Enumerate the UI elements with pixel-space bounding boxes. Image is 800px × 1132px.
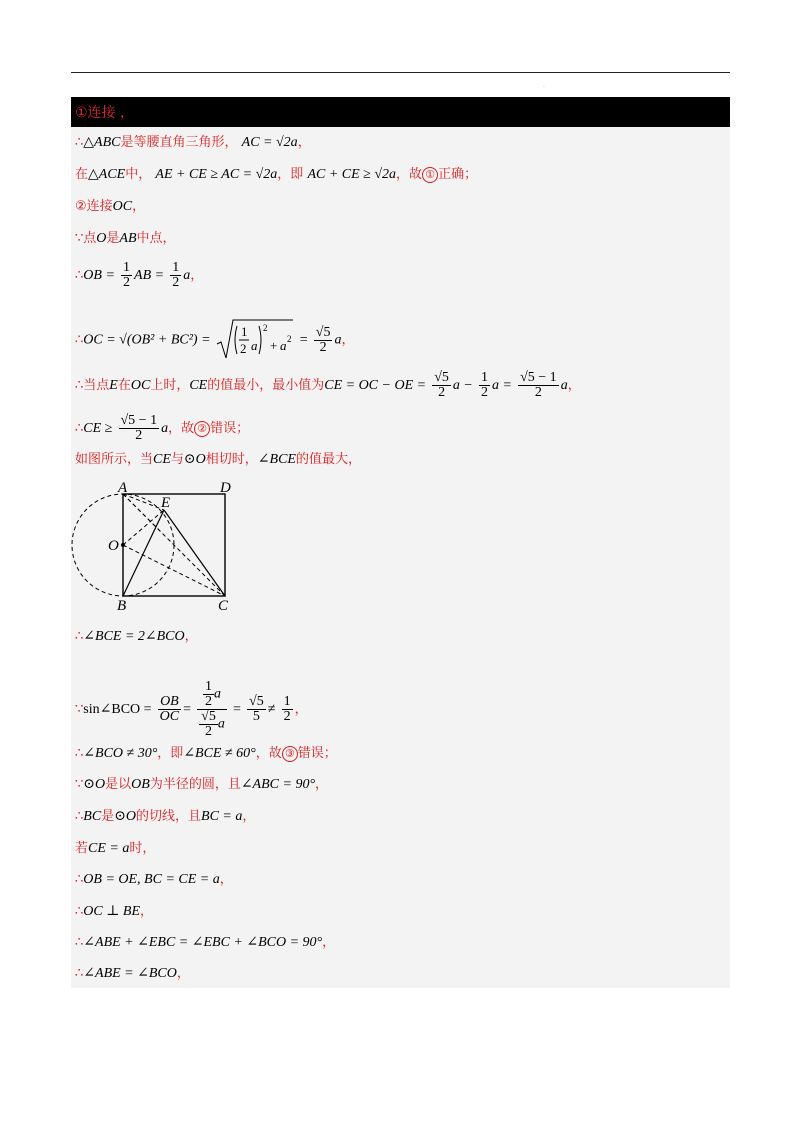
line-8: ∴CE ≥ $\frac{√5 - 1}{2}$ a，故 ② 错误； xyxy=(75,413,250,443)
line-18: ∴∠ABE + ∠EBC = ∠EBC + ∠BCO = 90°， xyxy=(75,935,336,950)
bar-text: ①连接 ， xyxy=(75,105,135,121)
line-16: ∴OB = OE, BC = CE = a， xyxy=(75,872,233,887)
line-17: ∴OC ⊥ BE， xyxy=(75,904,154,919)
solution-header-bar xyxy=(71,97,730,127)
svg-text:D: D xyxy=(220,482,231,496)
line-11: ∵sin∠BCO = $\frac{OB}{OC}$ = $\frac{1}{2}$ a $\frac{√5}{2}$ a = $\frac{√5}{5}$ ≠ $\frac{1}{2}$ ， xyxy=(75,679,308,739)
svg-text:E: E xyxy=(161,495,171,511)
line-4: ∵点O是AB中点， xyxy=(75,231,176,246)
line-3: ②连接OC， xyxy=(75,199,146,214)
header-rule xyxy=(71,72,730,73)
svg-text:a: a xyxy=(250,338,258,353)
line-9: 如图所示，当CE与⊙O相切时，∠BCE的值最大， xyxy=(75,452,361,467)
line-10: ∴∠BCE = 2∠BCO， xyxy=(75,629,198,644)
line-1: ∴△ABC是等腰直角三角形， AC = √2a， xyxy=(75,135,311,150)
svg-text:a: a xyxy=(279,338,287,353)
svg-text:2: 2 xyxy=(239,341,247,356)
svg-text:2: 2 xyxy=(262,323,268,333)
svg-text:O: O xyxy=(108,538,119,554)
line-14: ∴BC是⊙O的切线，且BC = a， xyxy=(75,809,256,824)
svg-text:2: 2 xyxy=(286,334,292,344)
line-7: ∴当点E在OC上时，CE的值最小，最小值为CE = OC − OE = $\frac{√5}{2}$ a − $\frac{1}{2}$ a = $\frac{√5 - 1}{2}$ a， xyxy=(75,370,581,400)
svg-text:A: A xyxy=(118,482,128,496)
svg-text:1: 1 xyxy=(240,324,248,339)
geometry-figure xyxy=(71,482,246,612)
line-5: ∴OB = $\frac{1}{2}$ AB = $\frac{1}{2}$ a， xyxy=(75,260,204,290)
line-13: ∵⊙O是以OB为半径的圆，且∠ABC = 90°， xyxy=(75,777,329,792)
line-12: ∴∠BCO ≠ 30°，即∠BCE ≠ 60°，故 ③ 错误； xyxy=(75,746,337,761)
line-19: ∴∠ABE = ∠BCO， xyxy=(75,966,190,981)
solution-panel xyxy=(71,127,730,988)
svg-text:+: + xyxy=(269,338,278,353)
radical-expression xyxy=(215,318,295,362)
svg-text:C: C xyxy=(218,598,229,612)
line-6: ∴OC = √(OB² + BC²) = 1 2 a 2 + a 2 = $\frac{√5}{2}$ a， xyxy=(75,318,354,362)
header-dot: · xyxy=(543,84,545,91)
line-2: 在△ACE中， AE + CE ≥ AC = √2a，即 AC + CE ≥ √2a，故 ① 正确； xyxy=(75,167,478,182)
line-15: 若CE = a时， xyxy=(75,841,156,856)
svg-text:B: B xyxy=(117,598,127,612)
